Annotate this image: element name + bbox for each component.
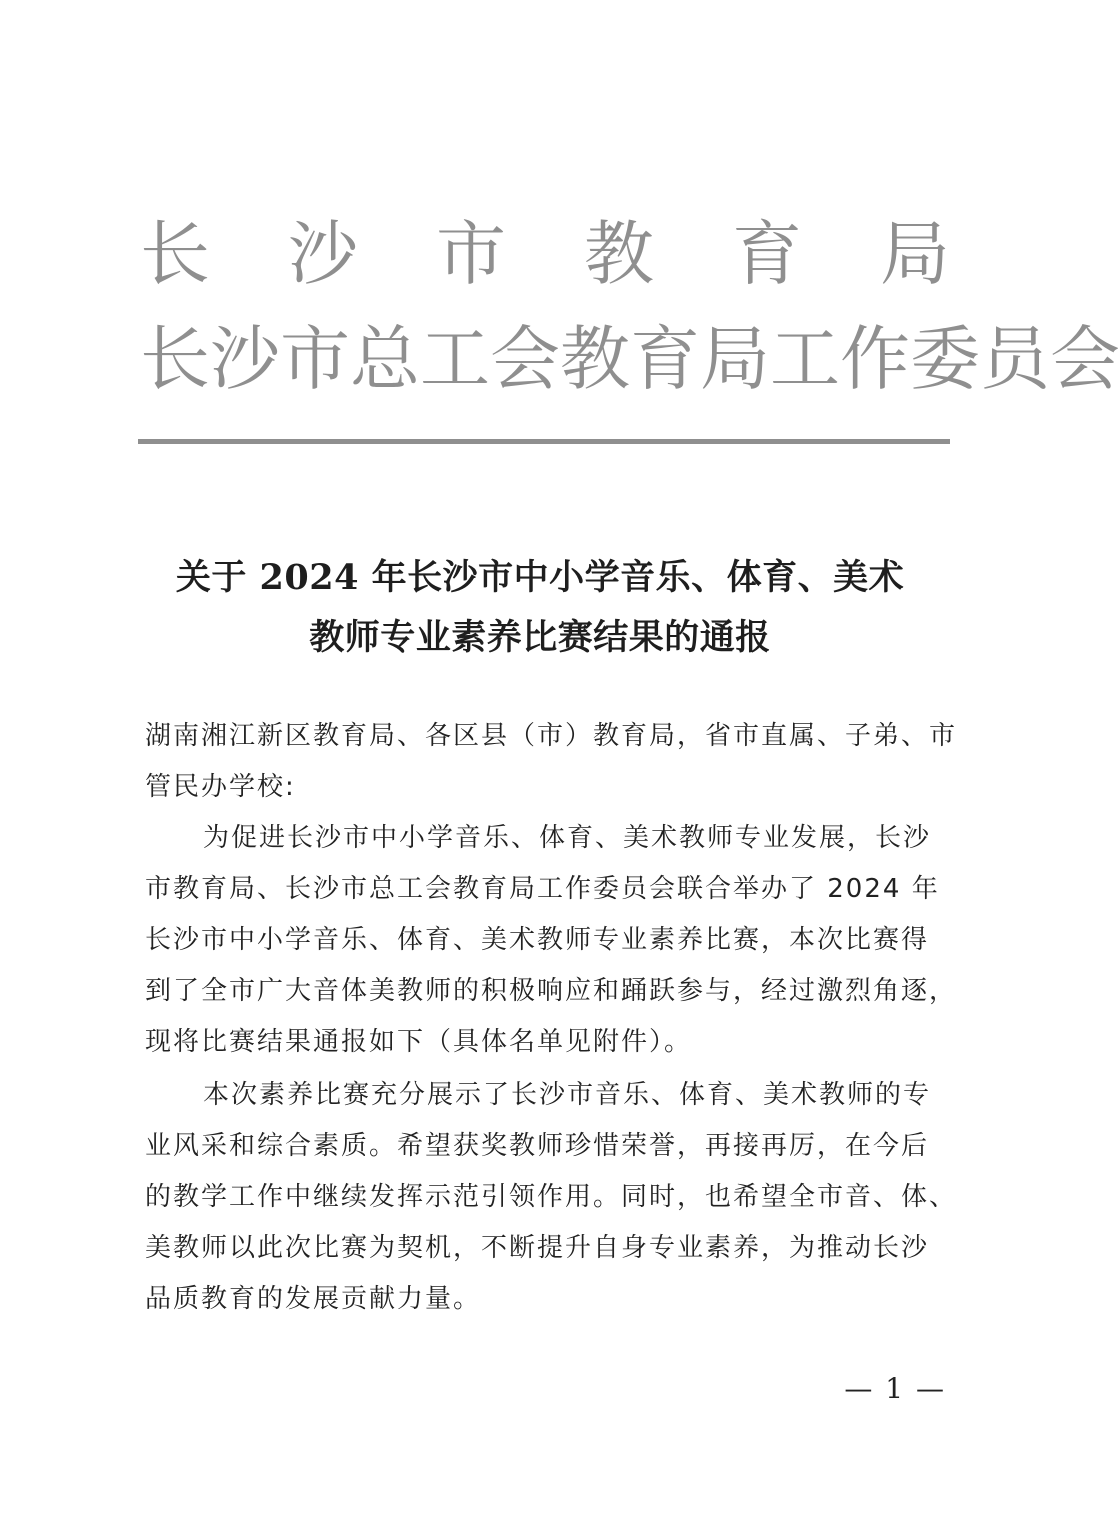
org-char: 长 <box>140 318 210 400</box>
org-char: 长 <box>140 213 210 295</box>
issuing-organization-secondary <box>140 318 1120 400</box>
page-number: — 1 — <box>844 1372 946 1405</box>
text-line: 现将比赛结果通报如下（具体名单见附件）。 <box>145 1027 693 1057</box>
org-char: 育 <box>732 213 802 295</box>
text-line: 湖南湘江新区教育局、各区县（市）教育局，省市直属、子弟、市 <box>145 721 958 751</box>
salutation <box>145 711 958 813</box>
org-char: 工 <box>420 318 490 400</box>
org-char: 沙 <box>210 318 280 400</box>
document-title-line-1: 关于 2024 年长沙市中小学音乐、体育、美术 <box>175 557 905 598</box>
text-line: 的教学工作中继续发挥示范引领作用。同时，也希望全市音、体、 <box>145 1182 958 1212</box>
text-line: 为促进长沙市中小学音乐、体育、美术教师专业发展，长沙 <box>203 823 932 853</box>
org-char: 教 <box>584 213 654 295</box>
issuing-organization-primary <box>140 213 950 295</box>
org-char: 会 <box>490 318 560 400</box>
org-char: 员 <box>980 318 1050 400</box>
org-char: 局 <box>880 213 950 295</box>
org-char: 市 <box>436 213 506 295</box>
org-char: 育 <box>630 318 700 400</box>
org-char: 总 <box>350 318 420 400</box>
org-char: 委 <box>910 318 980 400</box>
org-char: 工 <box>770 318 840 400</box>
text-line: 到了全市广大音体美教师的积极响应和踊跃参与，经过激烈角逐， <box>145 976 958 1006</box>
text-line: 管民办学校: <box>145 772 296 802</box>
text-line: 业风采和综合素质。希望获奖教师珍惜荣誉，再接再厉，在今后 <box>145 1131 930 1161</box>
body-paragraph-1 <box>145 813 958 1068</box>
text-line: 美教师以此次比赛为契机，不断提升自身专业素养，为推动长沙 <box>145 1233 930 1263</box>
text-line: 长沙市中小学音乐、体育、美术教师专业素养比赛，本次比赛得 <box>145 925 930 955</box>
org-char: 沙 <box>288 213 358 295</box>
header-divider <box>138 439 950 444</box>
org-char: 作 <box>840 318 910 400</box>
org-char: 教 <box>560 318 630 400</box>
org-char: 局 <box>700 318 770 400</box>
text-line: 品质教育的发展贡献力量。 <box>145 1284 482 1314</box>
text-line: 市教育局、长沙市总工会教育局工作委员会联合举办了 2024 年 <box>145 874 940 904</box>
org-char: 会 <box>1050 318 1120 400</box>
body-paragraph-2 <box>145 1070 958 1325</box>
text-line: 本次素养比赛充分展示了长沙市音乐、体育、美术教师的专 <box>203 1080 932 1110</box>
org-char: 市 <box>280 318 350 400</box>
document-title-line-2: 教师专业素养比赛结果的通报 <box>309 617 771 658</box>
